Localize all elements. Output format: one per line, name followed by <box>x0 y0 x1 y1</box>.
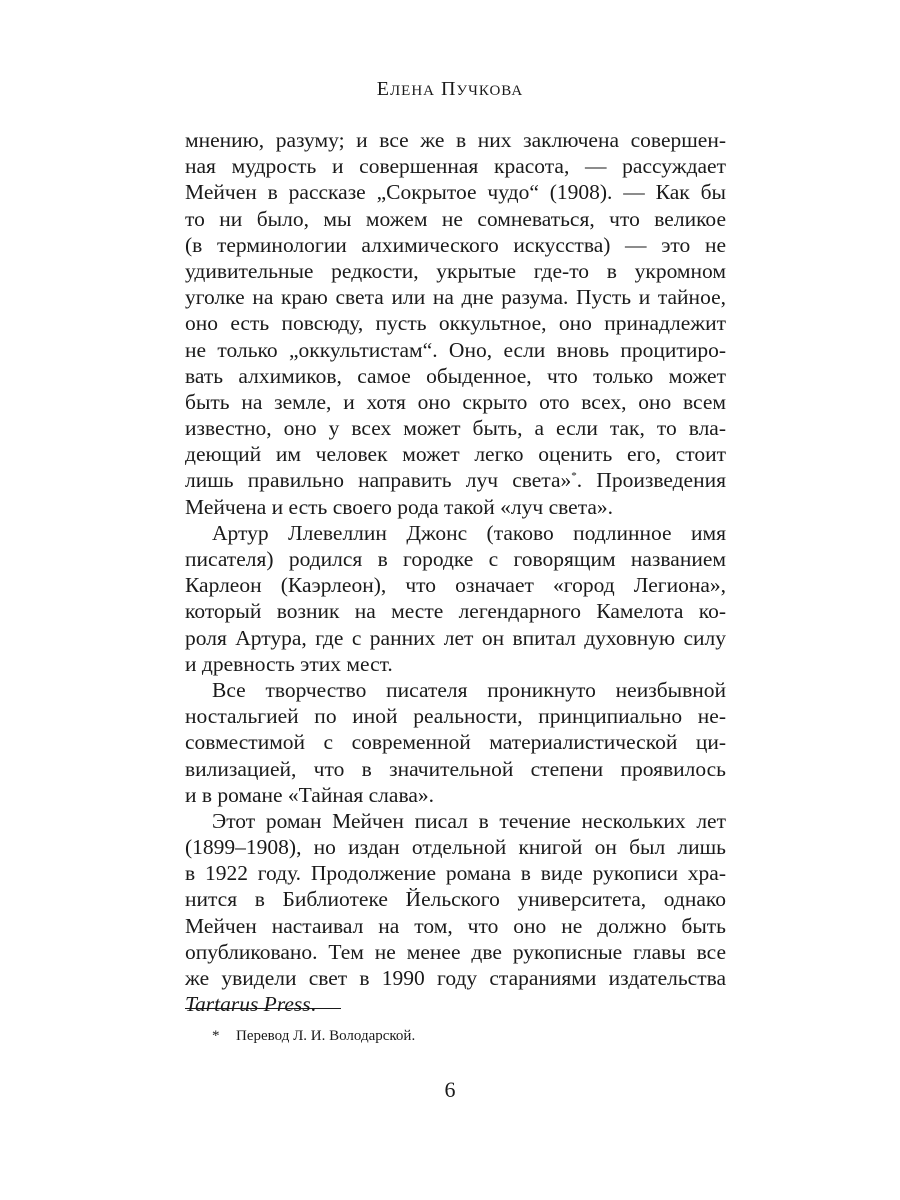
paragraph <box>185 520 726 677</box>
text-line: деющий им человек может легко оценить его, стоит <box>185 442 726 467</box>
text-line: то ни было, мы можем не сомневаться, что великое <box>185 206 726 231</box>
text-line: (в терминологии алхимического искусства) — это не <box>185 232 726 257</box>
text-line: Карлеон (Каэрлеон), что означает «город Легиона», <box>185 573 726 598</box>
text-line: совместимой с современной материалистической ци- <box>185 730 726 755</box>
text-line: который возник на месте легендарного Камелота ко- <box>185 599 726 624</box>
footnote <box>212 1026 415 1046</box>
text-line: в 1922 году. Продолжение романа в виде рукописи хра- <box>185 861 726 886</box>
text-line: Tartarus Press. <box>185 992 317 1017</box>
page-number: 6 <box>444 1077 456 1102</box>
text-line: мнению, разуму; и все же в них заключена совершен- <box>185 128 726 152</box>
publisher-name: Tartarus Press <box>185 992 311 1017</box>
text-line: Мейчен настаивал на том, что оно не должно быть <box>185 913 726 938</box>
running-header-author: ЕЛЕНА ПУЧКОВА <box>376 78 524 100</box>
text-line: нится в Библиотеке Йельского университета, однако <box>185 887 726 912</box>
text-line: же увидели свет в 1990 году стараниями издательства <box>185 966 726 990</box>
text-line: писателя) родился в городке с говорящим названием <box>185 547 726 571</box>
text-line: известно, оно у всех может быть, а если так, то вла- <box>185 416 726 441</box>
paragraph <box>185 677 726 808</box>
footnote-separator <box>185 1008 341 1009</box>
text-line: уголке на краю света или на дне разума. Пусть и тайное, <box>185 285 726 310</box>
footnote-text: Перевод Л. И. Володарской. <box>236 1028 416 1044</box>
text-line: Все творчество писателя проникнуто неизбывной <box>212 677 726 702</box>
text-line: не только „оккультистам“. Оно, если вновь процитиро- <box>185 337 726 362</box>
text-line: и в романе «Тайная слава». <box>185 782 434 807</box>
text-line: Этот роман Мейчен писал в течение нескольких лет <box>212 808 726 833</box>
text-line: ностальгией по иной реальности, принципиально не- <box>185 704 726 729</box>
text-line: вать алхимиков, самое обыденное, что только может <box>185 363 726 388</box>
text-line: ная мудрость и совершенная красота, — рассуждает <box>185 154 726 179</box>
footnote-reference[interactable]: * <box>571 470 577 483</box>
text-line: Артур Ллевеллин Джонс (таково подлинное имя <box>212 520 726 545</box>
paragraph <box>185 808 726 1018</box>
text-line: роля Артура, где с ранних лет он впитал духовную силу <box>185 625 726 650</box>
text-line: (1899–1908), но издан отдельной книгой он был лишь <box>185 835 726 860</box>
text-line: и древность этих мест. <box>185 651 393 676</box>
text-line: опубликовано. Тем не менее две рукописные главы все <box>185 939 726 964</box>
body-text <box>185 127 726 1017</box>
text-line: Мейчен в рассказе „Сокрытое чудо“ (1908). — Как бы <box>185 180 726 205</box>
text-line: удивительные редкости, укрытые где-то в укромном <box>185 258 726 283</box>
footnote-mark: * <box>212 1028 220 1044</box>
text-line: лишь правильно направить луч света»*. Произведения <box>185 468 726 493</box>
text-line: вилизацией, что в значительной степени проявилось <box>185 756 726 781</box>
text-line: Мейчена и есть своего рода такой «луч света». <box>185 494 614 519</box>
text-line: быть на земле, и хотя оно скрыто ото всех, оно всем <box>185 389 726 414</box>
text-line: оно есть повсюду, пусть оккультное, оно принадлежит <box>185 311 726 336</box>
paragraph <box>185 127 726 520</box>
